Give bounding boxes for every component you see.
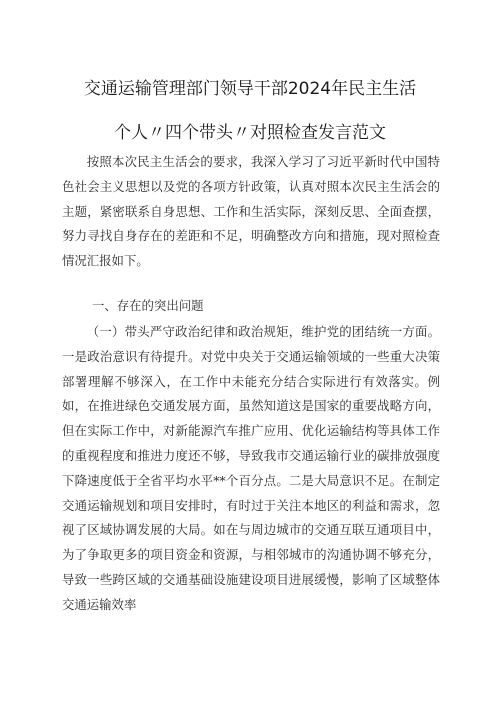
document-title-line-1: 交通运输管理部门领导干部2024年民主生活	[83, 79, 417, 99]
section-body-block	[62, 320, 440, 618]
intro-paragraph: 按照本次民主生活会的要求，我深入学习了习近平新时代中国特色社会主义思想以及党的各项方针政策，认真对照本次民主生活会的主题，紧密联系自身思想、工作和生活实际，深刻反思、全面查摆，努力寻找自身存在的差距和不足，明确整改方向和措施，现对照检查情况汇报如下。	[62, 154, 440, 269]
document-title-line-2: 个人〃四个带头〃对照检查发言范文	[114, 123, 386, 143]
section-body-paragraph: （一）带头严守政治纪律和政治规矩，维护党的团结统一方面。一是政治意识有待提升。对党中央关于交通运输领域的一些重大决策部署理解不够深入，在工作中未能充分结合实际进行有效落实。例如，在推进绿色交通发展方面，虽然知道这是国家的重要战略方向，但在实际工作中，对新能源汽车推广应用、优化运输结构等具体工作的重视程度和推进力度还不够，导致我市交通运输行业的碳排放强度下降速度低于全省平均水平**个百分点。二是大局意识不足。在制定交通运输规划和项目安排时，有时过于关注本地区的利益和需求，忽视了区域协调发展的大局。如在与周边城市的交通互联互通项目中，为了争取更多的项目资金和资源，与相邻城市的沟通协调不够充分，导致一些跨区域的交通基础设施建设项目进展缓慢，影响了区域整体交通运输效率	[62, 324, 440, 612]
section-heading: 一、存在的突出问题	[92, 298, 204, 313]
intro-paragraph-block	[62, 150, 440, 274]
